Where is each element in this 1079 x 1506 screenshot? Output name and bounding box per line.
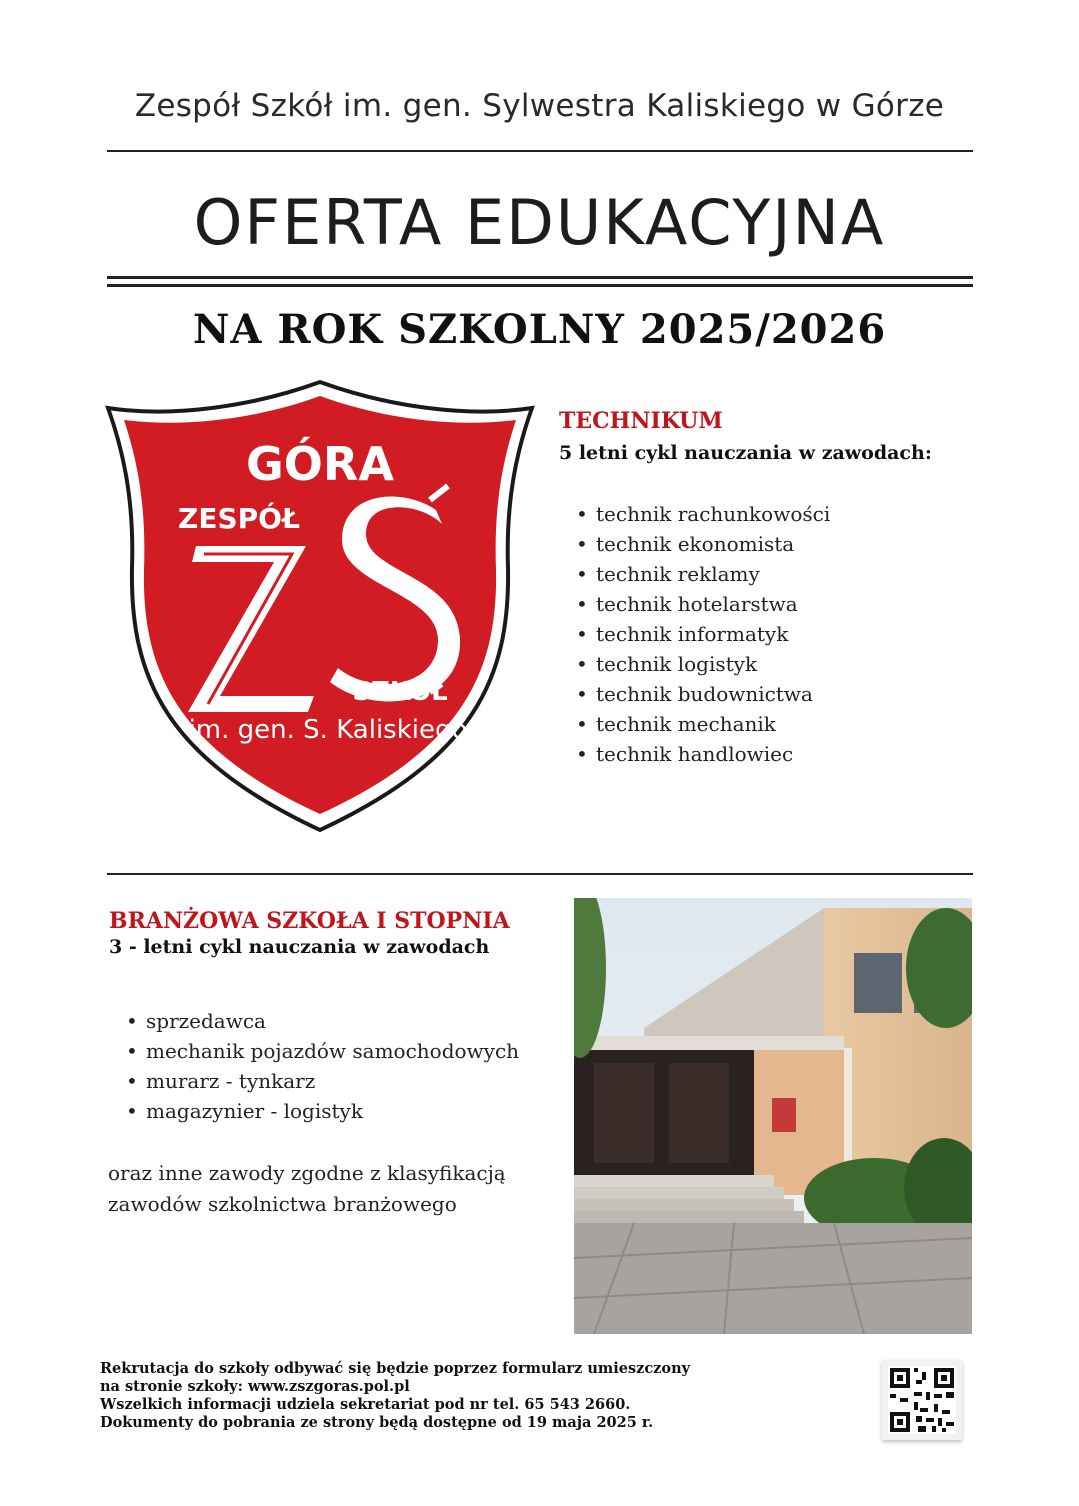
crest-town: GÓRA bbox=[246, 437, 394, 491]
list-item: • technik rachunkowości bbox=[574, 499, 830, 529]
school-crest-logo bbox=[104, 378, 536, 833]
school-building-photo bbox=[574, 898, 972, 1334]
branzowa-subheading: 3 - letni cykl nauczania w zawodach bbox=[109, 936, 490, 958]
technikum-subheading: 5 letni cykl nauczania w zawodach: bbox=[559, 442, 932, 464]
page-title: OFERTA EDUKACYJNA bbox=[193, 186, 886, 259]
footer-line-3: Wszelkich informacji udziela sekretariat pod nr tel. 65 543 2660. bbox=[100, 1396, 631, 1413]
school-year: NA ROK SZKOLNY 2025/2026 bbox=[192, 306, 887, 353]
list-item: • technik mechanik bbox=[574, 709, 830, 739]
building-photo-image bbox=[574, 898, 972, 1334]
crest-shield-icon bbox=[104, 378, 536, 833]
list-item: • technik ekonomista bbox=[574, 529, 830, 559]
branzowa-list bbox=[124, 1006, 519, 1126]
technikum-heading: TECHNIKUM bbox=[559, 408, 723, 434]
list-item: • technik hotelarstwa bbox=[574, 589, 830, 619]
footer-line-2: na stronie szkoły: www.zszgoras.pol.pl bbox=[100, 1378, 410, 1395]
other-line-2: zawodów szkolnictwa branżowego bbox=[108, 1192, 457, 1216]
footer-line-4: Dokumenty do pobrania ze strony będą dostępne od 19 maja 2025 r. bbox=[100, 1414, 654, 1431]
qr-code-icon[interactable] bbox=[882, 1360, 962, 1440]
crest-word-szkol: SZKÓŁ bbox=[352, 677, 448, 707]
list-item: • technik budownictwa bbox=[574, 679, 830, 709]
section-divider bbox=[107, 873, 973, 875]
qr-code-graphic bbox=[882, 1360, 962, 1440]
list-item: • technik reklamy bbox=[574, 559, 830, 589]
technikum-list bbox=[574, 499, 830, 769]
title-rule-thick bbox=[107, 276, 973, 279]
list-item: • sprzedawca bbox=[124, 1006, 519, 1036]
footer-info bbox=[100, 1360, 690, 1432]
branzowa-heading: BRANŻOWA SZKOŁA I STOPNIA bbox=[109, 908, 510, 934]
title-rule-thin bbox=[107, 284, 973, 287]
list-item: • technik handlowiec bbox=[574, 739, 830, 769]
list-item: • mechanik pojazdów samochodowych bbox=[124, 1036, 519, 1066]
list-item: • murarz - tynkarz bbox=[124, 1066, 519, 1096]
header-rule bbox=[107, 150, 973, 152]
list-item: • magazynier - logistyk bbox=[124, 1096, 519, 1126]
list-item: • technik informatyk bbox=[574, 619, 830, 649]
crest-word-zespol: ZESPÓŁ bbox=[178, 502, 300, 535]
other-line-1: oraz inne zawody zgodne z klasyfikacją bbox=[108, 1161, 506, 1185]
list-item: • technik logistyk bbox=[574, 649, 830, 679]
other-professions-text bbox=[108, 1158, 506, 1220]
school-name: Zespół Szkół im. gen. Sylwestra Kaliskiego w Górze bbox=[134, 88, 945, 124]
crest-patron: im. gen. S. Kaliskiego bbox=[188, 715, 468, 745]
footer-line-1: Rekrutacja do szkoły odbywać się będzie poprzez formularz umieszczony bbox=[100, 1360, 691, 1377]
